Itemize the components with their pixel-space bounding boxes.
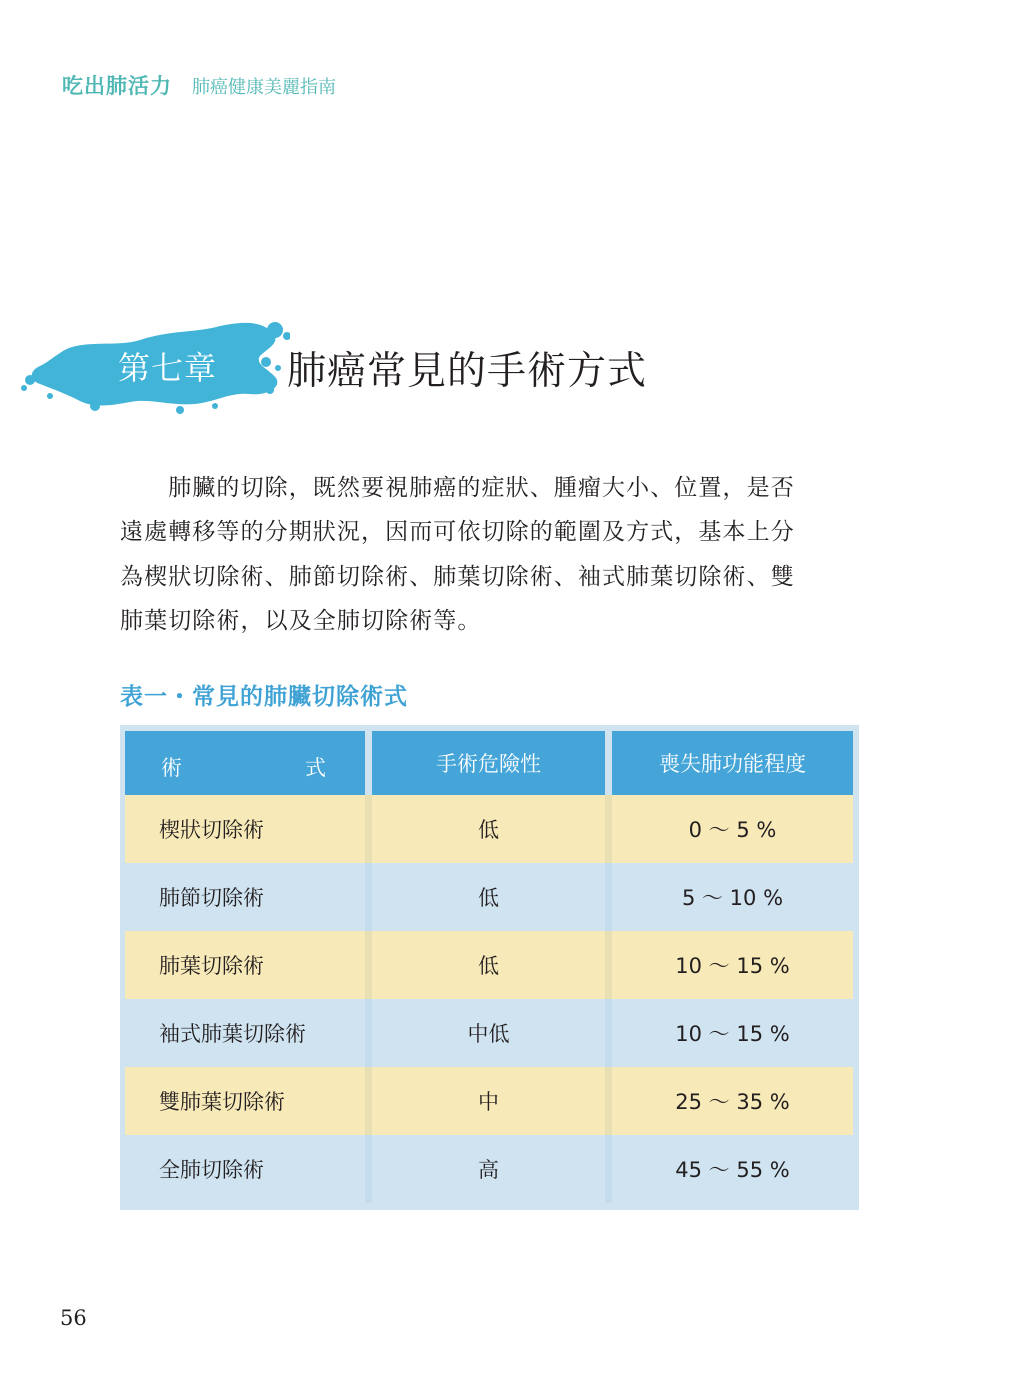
chapter-title: 肺癌常見的手術方式 xyxy=(287,349,648,394)
running-head xyxy=(62,70,336,98)
table-row xyxy=(125,1135,853,1203)
method-cell: 雙肺葉切除術 xyxy=(125,1067,365,1135)
page-number: 56 xyxy=(60,1306,87,1330)
body-line: 遠處轉移等的分期狀況，因而可依切除的範圍及方式，基本上分 xyxy=(120,519,795,546)
loss-cell: 45 ～ 55 % xyxy=(612,1135,853,1203)
table-row xyxy=(125,931,853,999)
header-method-char2: 式 xyxy=(305,756,326,780)
table-row xyxy=(125,1067,853,1135)
method-cell: 肺節切除術 xyxy=(125,863,365,931)
loss-cell: 10 ～ 15 % xyxy=(612,999,853,1067)
table-row xyxy=(125,863,853,931)
loss-cell: 25 ～ 35 % xyxy=(612,1067,853,1135)
header-method-char1: 術 xyxy=(161,756,182,780)
surgery-table-container xyxy=(120,725,859,1210)
surgery-table xyxy=(125,731,853,1203)
method-cell: 楔狀切除術 xyxy=(125,795,365,863)
risk-cell: 高 xyxy=(372,1135,605,1203)
method-cell: 袖式肺葉切除術 xyxy=(125,999,365,1067)
body-line: 肺葉切除術，以及全肺切除術等。 xyxy=(120,608,482,635)
chapter-label: 第七章 xyxy=(118,349,218,387)
book-subtitle: 肺癌健康美麗指南 xyxy=(192,77,336,98)
loss-cell: 0 ～ 5 % xyxy=(612,795,853,863)
body-line: 為楔狀切除術、肺節切除術、肺葉切除術、袖式肺葉切除術、雙 xyxy=(120,563,795,590)
header-method xyxy=(125,731,365,795)
risk-cell: 低 xyxy=(372,931,605,999)
method-cell: 肺葉切除術 xyxy=(125,931,365,999)
table-row xyxy=(125,795,853,863)
risk-cell: 中低 xyxy=(372,999,605,1067)
method-cell: 全肺切除術 xyxy=(125,1135,365,1203)
risk-cell: 低 xyxy=(372,795,605,863)
table-header-row xyxy=(125,731,853,795)
loss-cell: 10 ～ 15 % xyxy=(612,931,853,999)
loss-cell: 5 ～ 10 % xyxy=(612,863,853,931)
book-title: 吃出肺活力 xyxy=(62,74,172,98)
table-row xyxy=(125,999,853,1067)
header-risk: 手術危險性 xyxy=(372,731,605,795)
risk-cell: 中 xyxy=(372,1067,605,1135)
table-caption: 表一・常見的肺臟切除術式 xyxy=(120,684,408,710)
risk-cell: 低 xyxy=(372,863,605,931)
body-paragraph xyxy=(120,466,860,644)
body-line: 肺臟的切除，既然要視肺癌的症狀、腫瘤大小、位置，是否 xyxy=(120,475,795,501)
header-loss: 喪失肺功能程度 xyxy=(612,731,853,795)
